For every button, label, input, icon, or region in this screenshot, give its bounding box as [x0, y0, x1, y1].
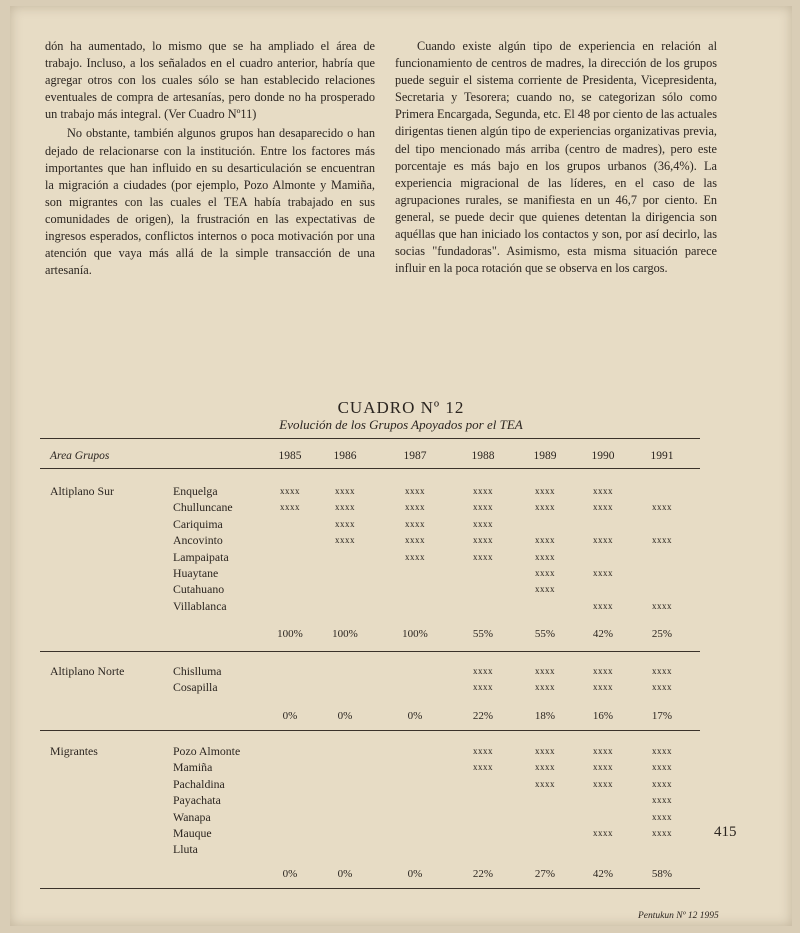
percentage-cell: 42% — [592, 868, 614, 880]
percentage-cell: 17% — [651, 710, 673, 722]
presence-mark: xxxx — [535, 666, 555, 676]
document-page — [10, 6, 792, 926]
presence-mark: xxxx — [473, 551, 493, 562]
presence-mark: xxxx — [652, 778, 672, 789]
percentage-cell: 100% — [402, 628, 428, 640]
group-name: Cosapilla — [173, 680, 218, 695]
group-name: Huaytane — [173, 566, 219, 580]
presence-mark: xxxx — [335, 535, 355, 546]
presence-mark: xxxx — [652, 666, 672, 676]
left-text-column — [45, 38, 375, 281]
area-label: Migrantes — [50, 744, 98, 758]
presence-mark: xxxx — [535, 535, 555, 546]
percentage-cell: 22% — [472, 868, 494, 880]
percentage-cell: 0% — [337, 868, 353, 880]
group-name: Pachaldina — [173, 776, 225, 791]
table-header-rule — [40, 468, 700, 469]
presence-mark: xxxx — [652, 795, 672, 806]
section-rule — [40, 888, 700, 889]
group-name: Chulluncane — [173, 500, 233, 515]
group-name: Lampaipata — [173, 549, 229, 564]
presence-mark: xxxx — [335, 502, 355, 513]
presence-mark: xxxx — [593, 535, 613, 546]
presence-mark: xxxx — [593, 666, 613, 676]
table-header-area: Area Grupos — [50, 450, 110, 462]
presence-mark: xxxx — [405, 486, 425, 496]
page-number: 415 — [714, 824, 737, 840]
presence-mark: xxxx — [473, 746, 493, 756]
presence-mark: xxxx — [335, 518, 355, 529]
year-header: 1991 — [650, 450, 674, 462]
presence-mark: xxxx — [593, 502, 613, 513]
presence-mark: xxxx — [535, 584, 555, 595]
year-header: 1987 — [403, 450, 427, 462]
group-name: Pozo Almonte — [173, 744, 241, 758]
presence-mark: xxxx — [652, 682, 672, 693]
percentage-cell: 58% — [651, 868, 673, 880]
presence-mark: xxxx — [593, 568, 613, 578]
presence-mark: xxxx — [652, 746, 672, 756]
presence-mark: xxxx — [335, 486, 355, 496]
presence-mark: xxxx — [473, 682, 493, 693]
presence-mark: xxxx — [652, 600, 672, 611]
presence-mark: xxxx — [593, 682, 613, 693]
percentage-cell: 100% — [277, 628, 303, 640]
percentage-cell: 16% — [592, 710, 614, 722]
presence-mark: xxxx — [535, 682, 555, 693]
presence-mark: xxxx — [535, 746, 555, 756]
presence-mark: xxxx — [280, 502, 300, 513]
right-paragraph-1: Cuando existe algún tipo de experiencia en relación al funcionamiento de centros de madres, la dirección de los grupos puede seguir el sistema corriente de Presidenta, Vicepresidenta, Secretaria y Tesorera; cuando no, se categorizan sólo como Primera Encargada, Segunda, etc. El 48 por ciento de las actuales dirigentas tienen algún tipo de experiencias organizativas previa, del tipo mencionado más arriba (centro de madres), pero este porcentaje es más bajo en los grupos urbanos (36,4%). La experiencia migracional de las líderes, en el caso de las agrupaciones rurales, se manifiesta en un 46,7 por ciento. En general, se puede decir que quienes detentan la dirigencia son aquéllas que han iniciado los contactos y son, por así decirlo, las socias "fundadoras". Asimismo, esta misma situación parece influir en la poca rotación que se observa en los cargos. — [395, 39, 717, 276]
group-name: Mauque — [173, 826, 212, 840]
percentage-cell: 0% — [407, 868, 423, 880]
presence-mark: xxxx — [593, 828, 613, 838]
presence-mark: xxxx — [473, 502, 493, 513]
presence-mark: xxxx — [405, 502, 425, 513]
section-rule — [40, 651, 700, 652]
table-top-rule — [40, 438, 700, 439]
percentage-cell: 25% — [651, 628, 673, 640]
group-name: Chislluma — [173, 664, 222, 678]
presence-mark: xxxx — [652, 828, 672, 838]
group-name: Cutahuano — [173, 582, 225, 597]
presence-mark: xxxx — [652, 762, 672, 773]
year-header: 1986 — [333, 450, 357, 462]
presence-mark: xxxx — [280, 486, 300, 496]
group-name: Enquelga — [173, 484, 218, 498]
percentage-cell: 0% — [407, 710, 423, 722]
presence-mark: xxxx — [535, 486, 555, 496]
presence-mark: xxxx — [652, 502, 672, 513]
group-name: Mamiña — [173, 760, 213, 775]
presence-mark: xxxx — [535, 762, 555, 773]
presence-mark: xxxx — [593, 486, 613, 496]
left-paragraph-2: No obstante, también algunos grupos han desaparecido o han dejado de relacionarse con la institución. Entre los factores más importantes que han influido en su desarticulación se encuentran la migración a ciudades (por ejemplo, Pozo Almonte y Mamiña, son migrantes con las cuales el TEA había trabajado en sus comunidades de origen), la frustración en las expectativas de ingresos esperados, conflictos internos o poca motivación por una atención que vaya más allá de la simple transacción de una artesanía. — [45, 126, 375, 278]
percentage-cell: 100% — [332, 628, 358, 640]
percentage-cell: 42% — [592, 628, 614, 640]
presence-mark: xxxx — [405, 551, 425, 562]
presence-mark: xxxx — [535, 568, 555, 578]
group-name: Wanapa — [173, 809, 211, 824]
presence-mark: xxxx — [405, 535, 425, 546]
percentage-cell: 22% — [472, 710, 494, 722]
table-title: CUADRO Nº 12 — [337, 398, 465, 417]
presence-mark: xxxx — [535, 778, 555, 789]
year-header: 1989 — [533, 450, 557, 462]
year-header: 1990 — [591, 450, 615, 462]
presence-mark: xxxx — [593, 600, 613, 611]
presence-mark: xxxx — [652, 535, 672, 546]
left-paragraph-1: dón ha aumentado, lo mismo que se ha ampliado el área de trabajo. Incluso, a los señalados en el cuadro anterior, habría que agregar otros con los cuales sólo se han establecido relaciones eventuales de compra de artesanías, pero donde no ha prosperado un trabajo más integral. (Ver Cuadro Nº11) — [45, 39, 375, 122]
percentage-cell: 0% — [337, 710, 353, 722]
presence-mark: xxxx — [593, 746, 613, 756]
presence-mark: xxxx — [593, 762, 613, 773]
presence-mark: xxxx — [473, 666, 493, 676]
presence-mark: xxxx — [593, 778, 613, 789]
area-label: Altiplano Sur — [50, 484, 114, 498]
percentage-cell: 18% — [534, 710, 556, 722]
presence-mark: xxxx — [473, 486, 493, 496]
table-subtitle: Evolución de los Grupos Apoyados por el TEA — [279, 417, 523, 432]
presence-mark: xxxx — [473, 535, 493, 546]
percentage-cell: 27% — [534, 868, 556, 880]
percentage-cell: 55% — [472, 628, 494, 640]
presence-mark: xxxx — [652, 811, 672, 822]
presence-mark: xxxx — [473, 762, 493, 773]
group-name: Payachata — [173, 793, 221, 808]
percentage-cell: 55% — [534, 628, 556, 640]
page-footer: Pentukun Nº 12 1995 — [638, 911, 719, 921]
year-header: 1985 — [278, 450, 302, 462]
group-name: Cariquima — [173, 516, 223, 531]
group-name: Lluta — [173, 842, 198, 857]
area-label: Altiplano Norte — [50, 664, 125, 678]
right-text-column — [395, 38, 717, 279]
presence-mark: xxxx — [473, 518, 493, 529]
percentage-cell: 0% — [282, 868, 298, 880]
presence-mark: xxxx — [405, 518, 425, 529]
section-rule — [40, 730, 700, 731]
group-name: Villablanca — [173, 598, 227, 613]
year-header: 1988 — [471, 450, 495, 462]
percentage-cell: 0% — [282, 710, 298, 722]
presence-mark: xxxx — [535, 551, 555, 562]
group-name: Ancovinto — [173, 533, 223, 548]
presence-mark: xxxx — [535, 502, 555, 513]
